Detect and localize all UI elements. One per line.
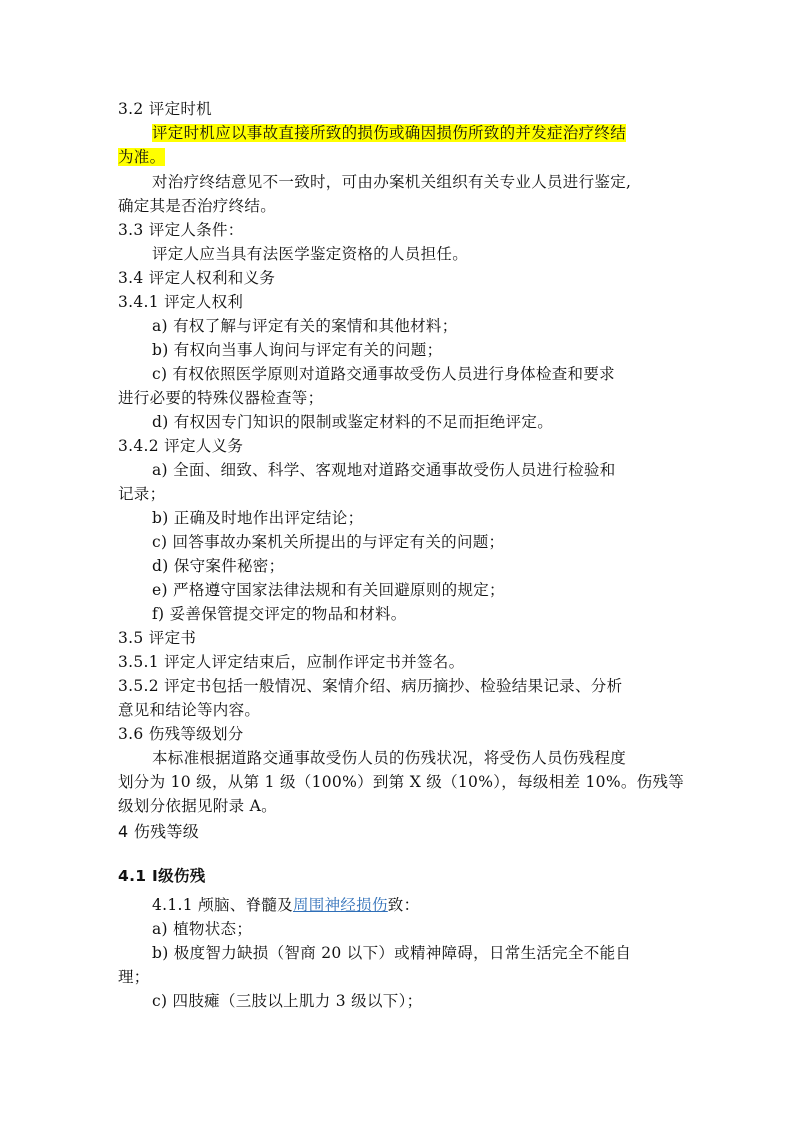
section-3-2-paragraph-1-line-1 (152, 123, 626, 143)
section-3-3-heading: 3.3 评定人条件： (118, 221, 244, 239)
section-3-3-paragraph: 评定人应当具有法医学鉴定资格的人员担任。 (152, 245, 469, 263)
section-3-4-1-heading: 3.4.1 评定人权利 (118, 293, 244, 311)
section-4-1-1-paragraph (152, 895, 419, 915)
list-item: a) 全面、细致、科学、客观地对道路交通事故受伤人员进行检验和 (152, 461, 616, 479)
text: 致： (387, 896, 420, 914)
section-4-1-heading: 4.1 Ⅰ级伤残 (118, 867, 206, 885)
section-3-5-heading: 3.5 评定书 (118, 629, 197, 647)
list-item: a) 有权了解与评定有关的案情和其他材料； (152, 317, 458, 335)
list-item: c) 四肢瘫（三肢以上肌力 3 级以下）； (152, 992, 423, 1010)
list-item: b) 正确及时地作出评定结论； (152, 509, 364, 527)
section-3-2-heading: 3.2 评定时机 (118, 100, 212, 118)
section-3-4-heading: 3.4 评定人权利和义务 (118, 269, 276, 287)
section-3-2-paragraph-2-line-2: 确定其是否治疗终结。 (118, 197, 277, 215)
chapter-4-heading: 4 伤残等级 (118, 822, 200, 841)
section-3-6-paragraph-line-3: 级划分依据见附录 A。 (118, 797, 277, 815)
section-3-5-2-paragraph-line-1: 3.5.2 评定书包括一般情况、案情介绍、病历摘抄、检验结果记录、分析 (118, 677, 623, 695)
section-3-2-paragraph-2-line-1: 对治疗终结意见不一致时，可由办案机关组织有关专业人员进行鉴定, (152, 173, 632, 191)
list-item: c) 有权依照医学原则对道路交通事故受伤人员进行身体检查和要求 (152, 365, 615, 383)
list-item: d) 保守案件秘密； (152, 557, 285, 575)
list-item: b) 有权向当事人询问与评定有关的问题； (152, 341, 443, 359)
text: 4.1.1 颅脑、脊髓及 (152, 896, 293, 914)
list-item-continuation: 理； (118, 968, 150, 986)
list-item-continuation: 记录； (118, 485, 166, 503)
list-item: b) 极度智力缺损（智商 20 以下）或精神障碍，日常生活完全不能自 (152, 944, 632, 962)
highlighted-text: 为准。 (118, 148, 166, 166)
peripheral-nerve-injury-link[interactable]: 周围神经损伤 (292, 896, 388, 914)
list-item: a) 植物状态； (152, 920, 253, 938)
list-item-continuation: 进行必要的特殊仪器检查等； (118, 389, 324, 407)
section-3-5-2-paragraph-line-2: 意见和结论等内容。 (118, 701, 261, 719)
section-3-4-2-heading: 3.4.2 评定人义务 (118, 437, 244, 455)
highlighted-text: 评定时机应以事故直接所致的损伤或确因损伤所致的并发症治疗终结 (152, 124, 627, 142)
section-3-6-heading: 3.6 伤残等级划分 (118, 725, 244, 743)
list-item: c) 回答事故办案机关所提出的与评定有关的问题； (152, 533, 505, 551)
section-3-6-paragraph-line-1: 本标准根据道路交通事故受伤人员的伤残状况，将受伤人员伤残程度 (152, 749, 627, 767)
list-item: e) 严格遵守国家法律法规和有关回避原则的规定； (152, 581, 505, 599)
section-3-6-paragraph-line-2: 划分为 10 级，从第 1 级（100%）到第 X 级（10%），每级相差 10%。伤残等 (118, 773, 685, 791)
list-item: d) 有权因专门知识的限制或鉴定材料的不足而拒绝评定。 (152, 413, 553, 431)
section-3-2-paragraph-1-line-2 (118, 147, 165, 167)
section-3-5-1-paragraph: 3.5.1 评定人评定结束后，应制作评定书并签名。 (118, 653, 465, 671)
list-item: f) 妥善保管提交评定的物品和材料。 (152, 605, 407, 623)
